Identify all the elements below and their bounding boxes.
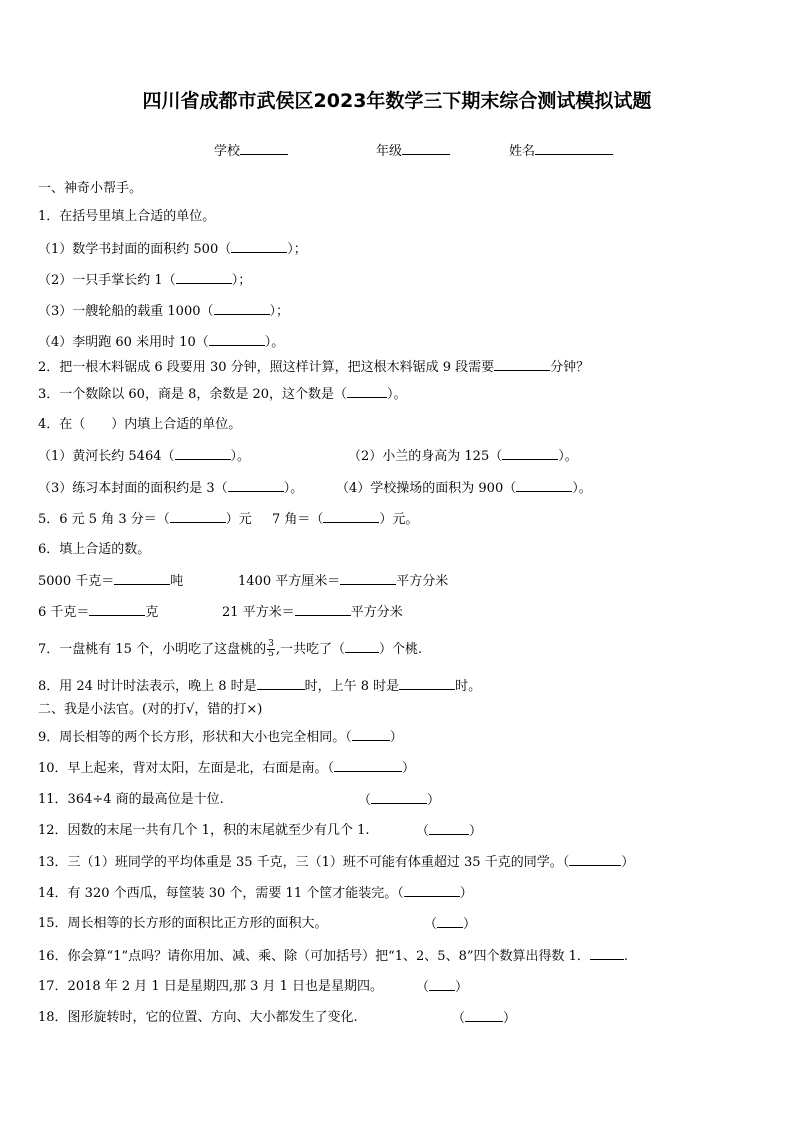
answer-blank[interactable]	[590, 947, 624, 960]
q6-stem: 6．填上合适的数。	[38, 542, 151, 557]
q1-item-4: （4）李明跑 60 米用时 10（ ）。	[38, 335, 285, 350]
q4-stem: 4．在（ ）内填上合适的单位。	[38, 417, 242, 432]
answer-blank[interactable]	[429, 822, 469, 835]
answer-blank[interactable]	[170, 510, 226, 523]
q5-b: 7 角＝（ ）元。	[272, 512, 419, 527]
answer-blank[interactable]	[89, 603, 145, 616]
answer-blank[interactable]	[437, 915, 463, 928]
section1-heading: 一、神奇小帮手。	[38, 181, 143, 196]
q6-a: 5000 千克＝ 吨	[38, 574, 184, 589]
answer-blank[interactable]	[176, 271, 232, 284]
q11-answer: （ ）	[358, 793, 441, 808]
answer-blank[interactable]	[295, 603, 351, 616]
q13: 13．三（1）班同学的平均体重是 35 千克，三（1）班不可能有体重超过 35 千克的同学。（ ）	[38, 855, 635, 870]
answer-blank[interactable]	[345, 640, 379, 653]
q6-d: 21 平方米＝ 平方分米	[222, 605, 403, 620]
q4-item-2: （2）小兰的身高为 125（ ）。	[348, 449, 578, 464]
answer-blank[interactable]	[209, 333, 265, 346]
answer-blank[interactable]	[257, 677, 305, 690]
q1-stem: 1．在括号里填上合适的单位。	[38, 209, 216, 224]
answer-blank[interactable]	[371, 791, 427, 804]
name-field	[509, 140, 613, 159]
q5: 5．6 元 5 角 3 分＝（ ）元	[38, 512, 252, 527]
answer-blank[interactable]	[352, 728, 390, 741]
answer-blank[interactable]	[175, 447, 231, 460]
q8: 8．用 24 时计时法表示，晚上 8 时是 时，上午 8 时是 时。	[38, 679, 482, 694]
q1-item-1: （1）数学书封面的面积约 500（ ）；	[38, 242, 307, 257]
answer-blank[interactable]	[465, 1009, 503, 1022]
q18-answer: （ ）	[452, 1011, 517, 1026]
school-blank[interactable]	[240, 142, 288, 155]
q10: 10．早上起来，背对太阳，左面是北，右面是南。（ ）	[38, 761, 416, 776]
page-title: 四川省成都市武侯区2023年数学三下期末综合测试模拟试题	[142, 90, 652, 112]
school-label: 学校	[214, 144, 241, 159]
grade-blank[interactable]	[402, 142, 450, 155]
answer-blank[interactable]	[569, 853, 621, 866]
answer-blank[interactable]	[114, 572, 170, 585]
answer-blank[interactable]	[340, 572, 396, 585]
answer-blank[interactable]	[399, 677, 455, 690]
q17: 17．2018 年 2 月 1 日是星期四,那 3 月 1 日也是星期四。	[38, 979, 384, 994]
name-label: 姓名	[509, 144, 536, 159]
q17-answer: （ ）	[416, 980, 469, 995]
answer-blank[interactable]	[404, 884, 460, 897]
q16: 16．你会算“1”点吗？请你用加、减、乘、除（可加括号）把“1、2、5、8”四个数算出得数 1． .	[38, 949, 629, 964]
answer-blank[interactable]	[347, 385, 387, 398]
q12: 12．因数的末尾一共有几个 1，积的末尾就至少有几个 1.	[38, 823, 370, 838]
q3: 3．一个数除以 60，商是 8，余数是 20，这个数是（ ）。	[38, 387, 407, 402]
fraction: $\frac{3}{5}$	[268, 639, 274, 659]
q1-item-3: （3）一艘轮船的载重 1000（ ）；	[38, 304, 290, 319]
q12-answer: （ ）	[416, 824, 483, 839]
name-blank[interactable]	[535, 142, 613, 155]
school-field	[214, 140, 288, 159]
q1-item-2: （2）一只手掌长约 1（ ）；	[38, 273, 252, 288]
q4-item-1: （1）黄河长约 5464（ ）。	[38, 449, 251, 464]
answer-blank[interactable]	[231, 240, 287, 253]
answer-blank[interactable]	[516, 479, 572, 492]
grade-label: 年级	[376, 144, 403, 159]
q15: 15．周长相等的长方形的面积比正方形的面积大。	[38, 916, 328, 931]
answer-blank[interactable]	[334, 759, 402, 772]
q18: 18．图形旋转时，它的位置、方向、大小都发生了变化.	[38, 1010, 358, 1025]
section2-heading: 二、我是小法官。(对的打√，错的打×)	[38, 702, 263, 717]
grade-field	[376, 140, 450, 159]
q14: 14．有 320 个西瓜，每筐装 30 个，需要 11 个筐才能装完。（ ）	[38, 886, 473, 901]
answer-blank[interactable]	[323, 510, 379, 523]
q4-item-3: （3）练习本封面的面积约是 3（ ）。	[38, 481, 304, 496]
q6-c: 6 千克＝ 克	[38, 605, 159, 620]
q15-answer: （ ）	[424, 917, 477, 932]
q6-b: 1400 平方厘米＝ 平方分米	[238, 574, 449, 589]
q7: 7．一盘桃有 15 个，小明吃了这盘桃的 $\frac{3}{5}$ ,一共吃了（ ）个桃.	[38, 639, 423, 659]
q9: 9．周长相等的两个长方形，形状和大小也完全相同。（ ）	[38, 730, 403, 745]
q4-item-4: （4）学校操场的面积为 900（ ）。	[336, 481, 592, 496]
answer-blank[interactable]	[429, 978, 455, 991]
answer-blank[interactable]	[228, 479, 284, 492]
q11: 11．364÷4 商的最高位是十位.	[38, 792, 224, 807]
q2: 2．把一根木料锯成 6 段要用 30 分钟，照这样计算，把这根木料锯成 9 段需要 分钟？	[38, 360, 590, 375]
answer-blank[interactable]	[502, 447, 558, 460]
answer-blank[interactable]	[214, 302, 270, 315]
answer-blank[interactable]	[494, 358, 550, 371]
